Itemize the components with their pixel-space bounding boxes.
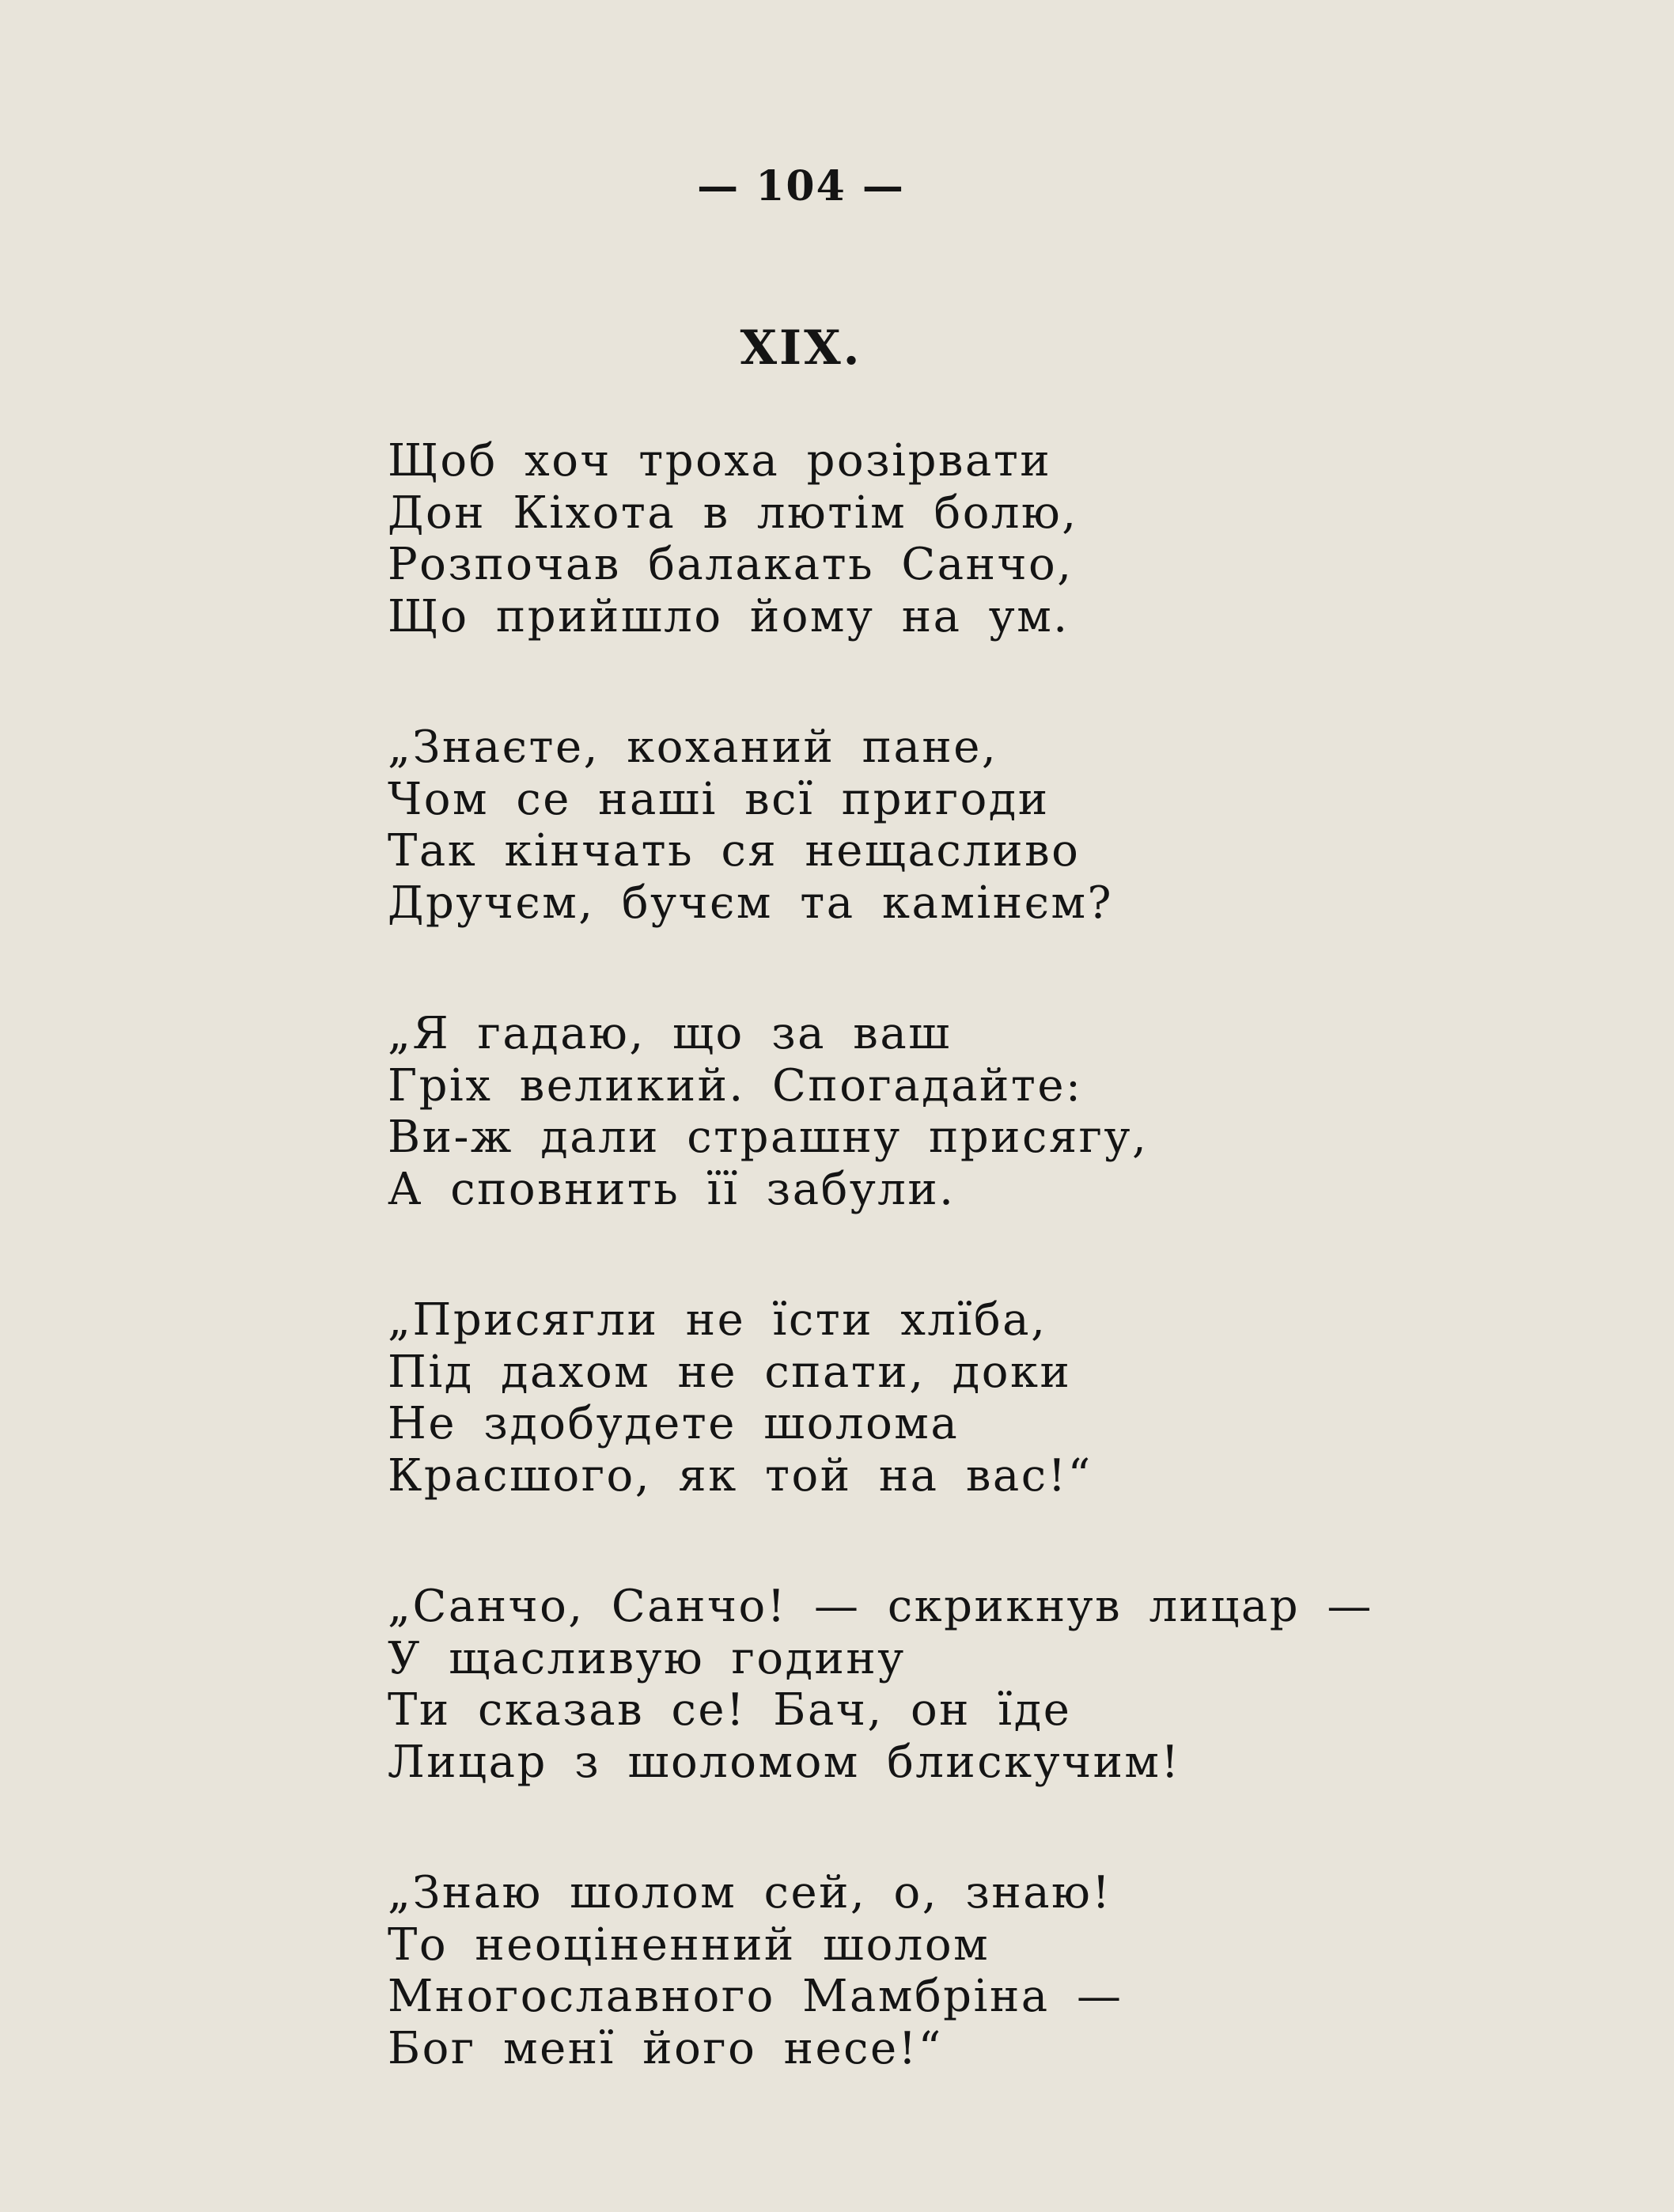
poem-line: Розпочав балакать Санчо, (388, 539, 1074, 590)
poem-line: То неоціненний шолом (388, 1918, 990, 1971)
poem-line: „Я гадаю, що за ваш (388, 1008, 952, 1059)
poem-line: „Знаєте, коханий пане, (388, 722, 998, 773)
poem-line: Дручєм, бучєм та камінєм? (388, 877, 1114, 929)
poem-line: Дон Кіхота в лютім болю, (388, 487, 1078, 539)
poem-line: У щасливую годину (388, 1632, 906, 1684)
poem-line: Під дахом не спати, доки (388, 1346, 1072, 1398)
section-title: XIX. (740, 320, 862, 376)
stanza (388, 1867, 1622, 2074)
stanza (388, 722, 1622, 929)
poem-line: А сповнить її забули. (388, 1163, 956, 1215)
poem (388, 435, 1622, 2153)
stanza (388, 1294, 1622, 1502)
poem-line: Многославного Мамбріна — (388, 1971, 1123, 2022)
poem-line: „Знаю шолом сей, о, знаю! (388, 1867, 1112, 1918)
poem-line: Ти сказав се! Бач, он їде (388, 1684, 1072, 1736)
poem-line: „Санчо, Санчо! — скрикнув лицар — (388, 1581, 1373, 1632)
poem-line: „Присягли не їсти хлїба, (388, 1294, 1047, 1346)
poem-line: Не здобудете шолома (388, 1398, 960, 1449)
poem-line: Щоб хоч троха розірвати (388, 435, 1052, 487)
poem-line: Що прийшло йому на ум. (388, 590, 1070, 642)
poem-line: Красшого, як той на вас!“ (388, 1449, 1093, 1502)
poem-line: Гріх великий. Спогадайте: (388, 1059, 1083, 1112)
poem-line: Чом се наші всї пригоди (388, 773, 1050, 825)
poem-line: Лицар з шоломом блискучим! (388, 1736, 1181, 1788)
page-number: — 104 — (697, 162, 905, 210)
poem-line: Бог менї його несе!“ (388, 2022, 943, 2074)
poem-line: Ви-ж дали страшну присягу, (388, 1112, 1149, 1163)
stanza (388, 435, 1622, 642)
stanza (388, 1008, 1622, 1215)
poem-line: Так кінчать ся нещасливо (388, 825, 1081, 877)
stanza (388, 1581, 1622, 1788)
